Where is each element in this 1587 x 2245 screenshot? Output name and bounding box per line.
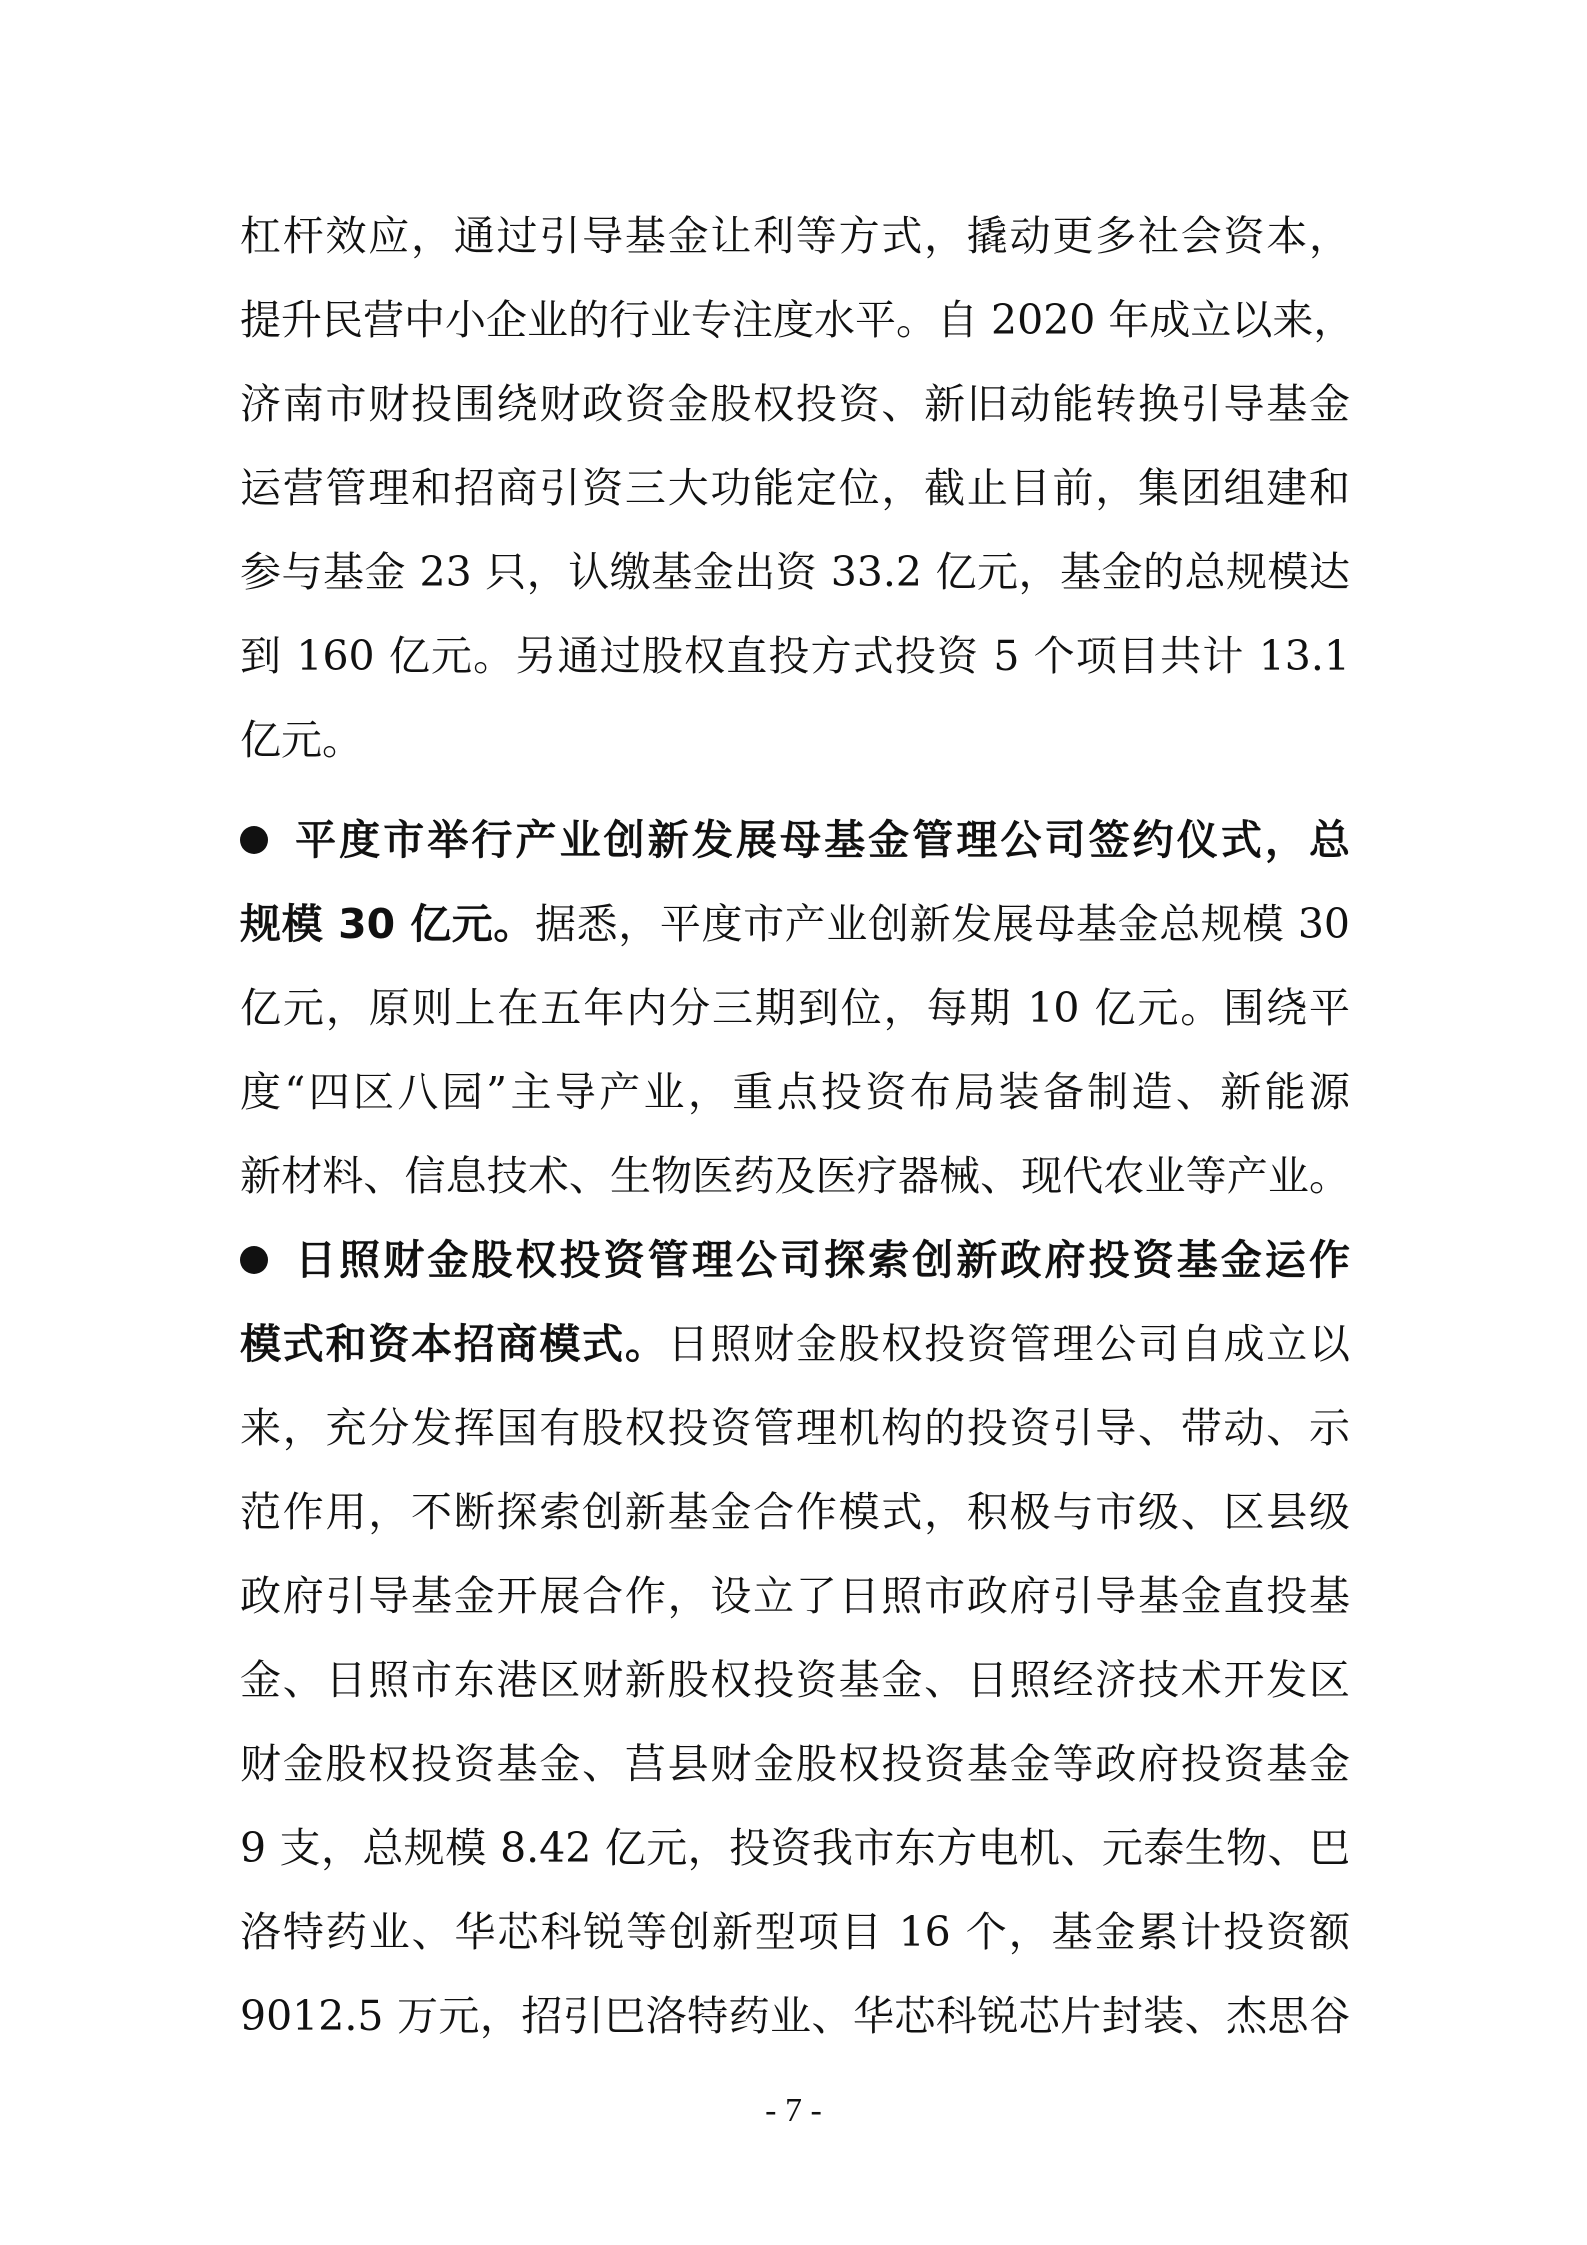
- bullet-icon: [240, 1246, 268, 1274]
- paragraph-line: 新材料、信息技术、生物医药及医疗器械、现代农业等产业。: [240, 1152, 1350, 1200]
- paragraph-text: 据悉，平度市产业创新发展母基金总规模 30: [534, 900, 1350, 948]
- bullet-heading-line: [240, 1218, 1350, 1302]
- paragraph-line: 亿元。: [240, 716, 363, 764]
- bullet-heading: 平度市举行产业创新发展母基金管理公司签约仪式，总: [292, 816, 1350, 864]
- paragraph-line: 济南市财投围绕财政资金股权投资、新旧动能转换引导基金: [240, 380, 1350, 428]
- paragraph-line: 9 支，总规模 8.42 亿元，投资我市东方电机、元泰生物、巴: [240, 1824, 1350, 1872]
- paragraph-line: 到 160 亿元。另通过股权直投方式投资 5 个项目共计 13.1: [240, 632, 1350, 680]
- paragraph-line: 亿元，原则上在五年内分三期到位，每期 10 亿元。围绕平: [240, 984, 1350, 1032]
- paragraph-line: 运营管理和招商引资三大功能定位，截止目前，集团组建和: [240, 464, 1350, 512]
- paragraph-line: [240, 1302, 1350, 1386]
- bullet-heading: 日照财金股权投资管理公司探索创新政府投资基金运作: [292, 1236, 1350, 1284]
- page-number: - 7 -: [765, 2092, 822, 2129]
- paragraph-line: 杠杆效应，通过引导基金让利等方式，撬动更多社会资本，: [240, 212, 1350, 260]
- paragraph-line: 洛特药业、华芯科锐等创新型项目 16 个，基金累计投资额: [240, 1908, 1350, 1956]
- paragraph-line: 范作用，不断探索创新基金合作模式，积极与市级、区县级: [240, 1488, 1350, 1536]
- paragraph-line: 金、日照市东港区财新股权投资基金、日照经济技术开发区: [240, 1656, 1350, 1704]
- paragraph-line: 参与基金 23 只，认缴基金出资 33.2 亿元，基金的总规模达: [240, 548, 1350, 596]
- bullet-heading-continued: 模式和资本招商模式。: [240, 1320, 668, 1368]
- paragraph-text: 日照财金股权投资管理公司自成立以: [667, 1320, 1351, 1368]
- paragraph-line: 财金股权投资基金、莒县财金股权投资基金等政府投资基金: [240, 1740, 1350, 1788]
- bullet-icon: [240, 826, 268, 854]
- paragraph-line: [240, 882, 1350, 966]
- paragraph-line: 提升民营中小企业的行业专注度水平。自 2020 年成立以来，: [240, 296, 1355, 344]
- paragraph-line: 9012.5 万元，招引巴洛特药业、华芯科锐芯片封装、杰思谷: [240, 1992, 1350, 2040]
- bullet-heading-line: [240, 798, 1350, 882]
- bullet-heading-continued: 规模 30 亿元。: [240, 900, 535, 948]
- paragraph-line: 政府引导基金开展合作，设立了日照市政府引导基金直投基: [240, 1572, 1350, 1620]
- paragraph-line: 度“四区八园”主导产业，重点投资布局装备制造、新能源: [240, 1068, 1350, 1116]
- paragraph-line: 来，充分发挥国有股权投资管理机构的投资引导、带动、示: [240, 1404, 1350, 1452]
